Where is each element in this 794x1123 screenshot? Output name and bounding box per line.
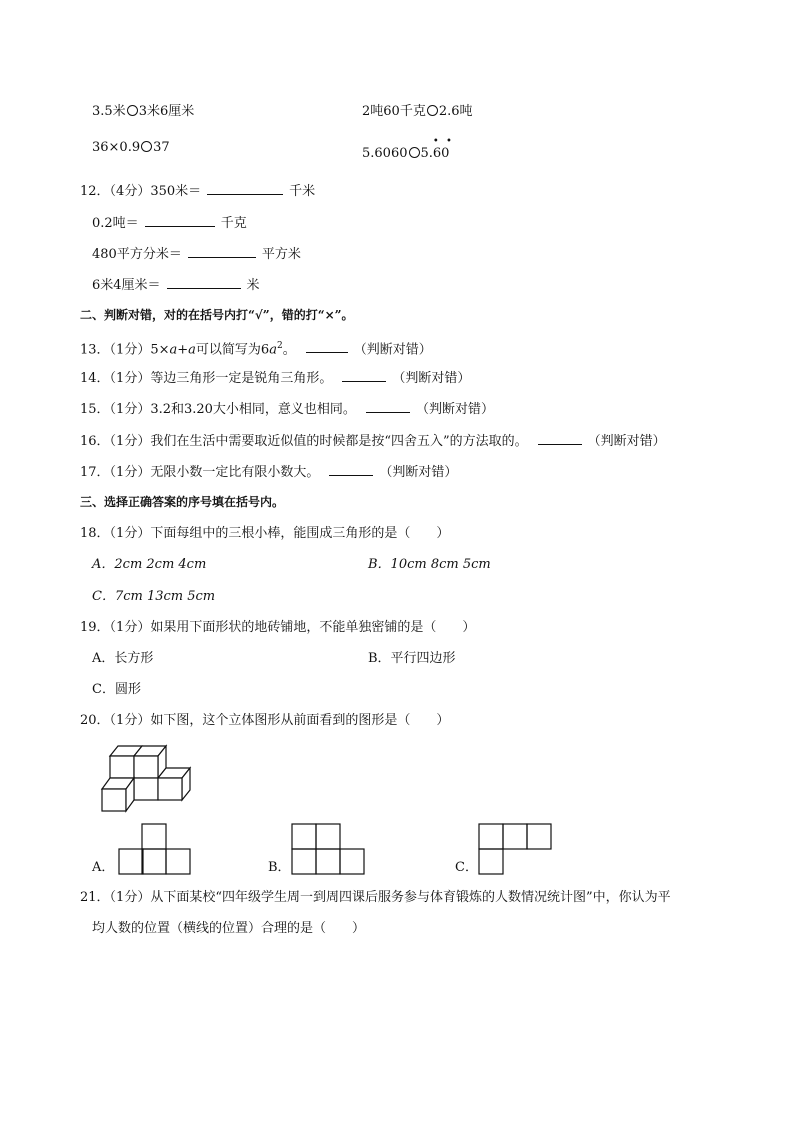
q18-option-c[interactable]: C．7cm 13cm 5cm <box>92 589 216 604</box>
compare-circle[interactable] <box>127 105 138 116</box>
q12-line-4 <box>92 276 260 294</box>
q20-stem: 20．（1分）如下图，这个立体图形从前面看到的图形是（ ） <box>80 713 450 728</box>
answer-blank[interactable] <box>207 182 283 195</box>
q16 <box>80 432 666 450</box>
repeating-dots: • • <box>432 136 454 147</box>
answer-blank[interactable] <box>188 245 256 258</box>
q13-mid: 可以简写为6 <box>195 342 270 358</box>
q13-plus: + <box>177 342 189 358</box>
judge-tag: （判断对错） <box>379 465 458 480</box>
section-3-heading: 三、选择正确答案的序号填在括号内。 <box>80 495 285 509</box>
answer-blank[interactable] <box>306 340 348 353</box>
q11-a-left: 3.5米 <box>92 104 126 119</box>
q12-line-2 <box>92 214 247 232</box>
compare-circle[interactable] <box>409 147 420 158</box>
q20-option-b-label[interactable]: B． <box>268 860 291 875</box>
q14-text: 14．（1分）等边三角形一定是锐角三角形。 <box>80 371 333 386</box>
q11-b-right: 2.6吨 <box>438 104 473 119</box>
answer-blank[interactable] <box>342 369 386 382</box>
q17 <box>80 463 457 481</box>
q12-l3-unit: 平方米 <box>261 247 301 262</box>
q20-option-a-shape[interactable] <box>118 823 194 875</box>
q11-b-left: 2吨60千克 <box>362 104 426 119</box>
q11-c-right: 37 <box>153 140 170 155</box>
q12-l1-unit: 千米 <box>289 184 316 199</box>
q13-pre: 13．（1分）5× <box>80 342 170 358</box>
q21-line-1: 21．（1分）从下面某校“四年级学生周一到周四课后服务参与体育锻炼的人数情况统计图”中，你认为平 <box>80 890 671 905</box>
q19-option-b[interactable]: B．平行四边形 <box>368 651 456 666</box>
q11-item-d <box>362 136 454 162</box>
q11-d-left: 5.6060 <box>362 146 408 161</box>
compare-circle[interactable] <box>427 105 438 116</box>
answer-blank[interactable] <box>145 214 215 227</box>
q12-l1-prefix: 12．（4分）350米＝ <box>80 184 202 199</box>
q13-var-a: a <box>188 342 196 358</box>
q20-option-b-shape[interactable] <box>291 823 367 875</box>
answer-blank[interactable] <box>366 400 410 413</box>
q20-option-c-shape[interactable] <box>478 823 554 875</box>
q19-stem: 19．（1分）如果用下面形状的地砖铺地，不能单独密铺的是（ ） <box>80 620 476 635</box>
q16-text: 16．（1分）我们在生活中需要取近似值的时候都是按“四舍五入”的方法取的。 <box>80 434 528 449</box>
q12-l4-unit: 米 <box>246 278 260 293</box>
q11-c-left: 36×0.9 <box>92 140 141 155</box>
q19-option-a[interactable]: A．长方形 <box>92 651 154 666</box>
q21-line-2: 均人数的位置（横线的位置）合理的是（ ） <box>92 921 366 936</box>
q18-option-b[interactable]: B．10cm 8cm 5cm <box>368 557 491 572</box>
cube-stack-figure <box>90 740 200 820</box>
q11-d-right: 60 <box>432 146 450 161</box>
judge-tag: （判断对错） <box>392 371 471 386</box>
q11-item-c <box>92 140 170 156</box>
q13-var-a: a <box>169 342 178 358</box>
q19-option-c[interactable]: C．圆形 <box>92 682 141 697</box>
q13 <box>80 338 432 358</box>
q18-option-a[interactable]: A．2cm 2cm 4cm <box>92 557 207 572</box>
judge-tag: （判断对错） <box>415 402 494 417</box>
q14 <box>80 369 470 387</box>
q13-end: 。 <box>282 342 296 358</box>
q18-stem: 18．（1分）下面每组中的三根小棒，能围成三角形的是（ ） <box>80 526 450 541</box>
judge-tag: （判断对错） <box>587 434 666 449</box>
q13-exponent: 2 <box>276 341 283 351</box>
q11-a-right: 3米6厘米 <box>138 104 195 119</box>
q12-l3-prefix: 480平方分米＝ <box>92 247 182 262</box>
repeating-decimal <box>432 136 454 162</box>
q11-item-a <box>92 104 194 120</box>
q12-l2-prefix: 0.2吨＝ <box>92 216 139 231</box>
q17-text: 17．（1分）无限小数一定比有限小数大。 <box>80 465 320 480</box>
compare-circle[interactable] <box>141 141 152 152</box>
q12-line-3 <box>92 245 301 263</box>
q20-option-a-label[interactable]: A． <box>92 860 115 875</box>
q20-option-c-label[interactable]: C． <box>455 860 478 875</box>
q12-l4-prefix: 6米4厘米＝ <box>92 278 161 293</box>
q15-text: 15．（1分）3.2和3.20大小相同，意义也相同。 <box>80 402 356 417</box>
section-2-heading: 二、判断对错，对的在括号内打“√”，错的打“×”。 <box>80 308 354 322</box>
q13-var-a: a <box>269 342 277 358</box>
answer-blank[interactable] <box>167 276 241 289</box>
q15 <box>80 400 494 418</box>
q12-l2-unit: 千克 <box>220 216 247 231</box>
q12-line-1 <box>80 182 315 200</box>
answer-blank[interactable] <box>329 463 373 476</box>
answer-blank[interactable] <box>538 432 582 445</box>
q11-item-b <box>362 104 473 120</box>
q11-d-mid: 5. <box>420 146 433 161</box>
judge-tag: （判断对错） <box>353 342 432 358</box>
